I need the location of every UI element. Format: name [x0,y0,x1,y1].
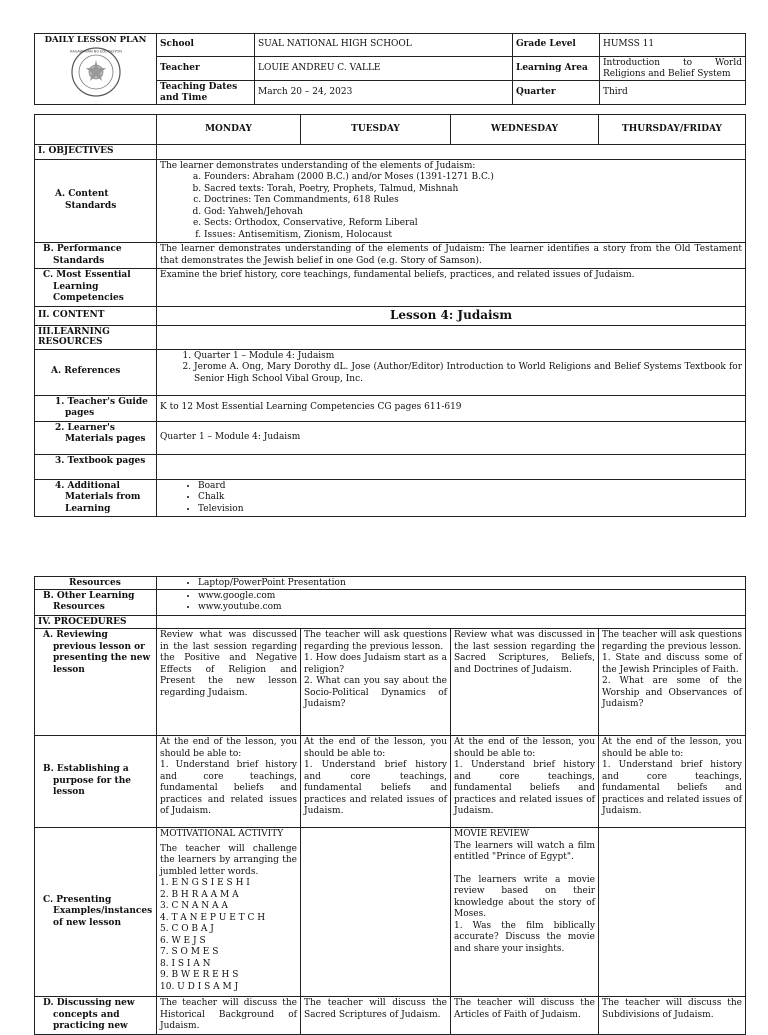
learning-area-label: Learning Area [513,57,600,81]
quarter-value: Third [600,81,746,105]
jumbled-word: 6. W E J S [160,935,206,946]
learning-resources-blank [157,325,746,349]
procedure-a-wednesday: Review what was discussed in the last session regarding the Sacred Scriptures, Beliefs, and Doctrines of Judaism. [451,629,599,736]
movie-review-text: The learners will watch a film entitled "Prince of Egypt". [454,840,595,862]
jumbled-word: 1. E N G S I E S H I [160,878,250,888]
performance-standards-text: The learner demonstrates understanding of the elements of Judaism: The learner identifies a story from the Old Testament that demonstrates the Jewish belief in one God (e.g. Story of Samson). [157,243,746,269]
other-resources-label: B. Other Learning Resources [35,590,157,616]
jumbled-word: 7. S O M E S [160,947,219,957]
textbook-label: 3. Textbook pages [35,454,157,479]
competencies-text: Examine the brief history, core teachings, fundamental beliefs, practices, and related issues of Judaism. [157,269,746,307]
textbook-value [157,454,746,479]
link-google[interactable]: • www.google.com [198,591,742,602]
day-header-monday: MONDAY [157,115,301,145]
procedure-d-thursday: The teacher will discuss the Subdivisions of Judaism. [599,997,746,1035]
references-list [160,351,742,386]
movie-review-task: The learners write a movie review based on their knowledge about the story of Moses. 1. Was the film biblically accurate? Discuss the movie and share your insights. [454,874,595,954]
list-item: f. Issues: Antisemitism, Zionism, Holocaust [204,230,742,242]
procedure-a-tuesday: The teacher will ask questions regarding the previous lesson. 1. How does Judaism start as a religion? 2. What can you say about the Socio-Political Dynamics of Judaism? [301,629,451,736]
lesson-title: Lesson 4: Judaism [157,306,746,325]
procedure-c-thursday [599,828,746,997]
lesson-plan-table [34,114,746,517]
learners-materials-value: Quarter 1 – Module 4: Judaism [157,421,746,454]
procedure-b-wednesday: At the end of the lesson, you should be able to: 1. Understand brief history and core teachings, fundamental beliefs and practices and related issues of Judaism. [451,736,599,828]
list-item: c. Doctrines: Ten Commandments, 618 Rules [204,195,742,207]
additional-materials-label: 4. Additional Materials from Learning [35,479,157,517]
procedure-d-label: D. Discussing new concepts and practicing new [35,997,157,1035]
competencies-label: C. Most Essential Learning Competencies [35,269,157,307]
jumbled-word: 8. I S I A N [160,958,211,969]
jumbled-word: 4. T A N E P U E T C H [160,912,266,923]
list-item: 1. Quarter 1 – Module 4: Judaism [194,351,742,363]
motivational-activity-title: MOTIVATIONAL ACTIVITY [160,829,284,839]
teacher-value: LOUIE ANDREU C. VALLE [255,57,513,81]
procedure-d-tuesday: The teacher will discuss the Sacred Scriptures of Judaism. [301,997,451,1035]
teachers-guide-label: 1. Teacher's Guide pages [35,395,157,421]
performance-standards-label: B. Performance Standards [35,243,157,269]
list-item: • Board [198,481,742,493]
references-label: A. References [35,349,157,395]
content-standards-cell [157,159,746,243]
deped-seal-icon [59,46,133,98]
procedures-heading-blank [157,616,746,629]
day-header-thursday-friday: THURSDAY/FRIDAY [599,115,746,145]
list-item: • Chalk [198,492,742,504]
procedure-b-monday: At the end of the lesson, you should be able to: 1. Understand brief history and core teachings, fundamental beliefs and practices and related issues of Judaism. [157,736,301,828]
grade-label: Grade Level [513,34,600,57]
day-header-empty [35,115,157,145]
content-heading: II. CONTENT [35,306,157,325]
procedures-heading: IV. PROCEDURES [35,616,157,629]
procedure-b-thursday: At the end of the lesson, you should be able to: 1. Understand brief history and core teachings, fundamental beliefs and practices and related issues of Judaism. [599,736,746,828]
references-cell [157,349,746,395]
learners-materials-label: 2. Learner's Materials pages [35,421,157,454]
jumbled-word: 5. C O B A J [160,924,214,934]
procedure-a-label: A. Reviewing previous lesson or presenting the new lesson [35,629,157,736]
list-item: e. Sects: Orthodox, Conservative, Reform Liberal [204,218,742,230]
objectives-heading-blank [157,145,746,160]
list-item: d. God: Yahweh/Jehovah [204,207,742,219]
header-table [34,33,746,105]
content-standards-list [160,172,742,241]
day-header-tuesday: TUESDAY [301,115,451,145]
list-item: • Laptop/PowerPoint Presentation [198,578,742,588]
day-header-wednesday: WEDNESDAY [451,115,599,145]
procedure-b-label: B. Establishing a purpose for the lesson [35,736,157,828]
procedure-c-monday [157,828,301,997]
procedures-table [34,576,746,1035]
other-resources-cell [157,590,746,616]
dates-value: March 20 – 24, 2023 [255,81,513,105]
plan-title-cell [35,34,157,105]
school-value: SUAL NATIONAL HIGH SCHOOL [255,34,513,57]
additional-materials-label-cont: Resources [35,577,157,590]
plan-title: DAILY LESSON PLAN [44,35,147,45]
additional-materials-list [160,481,742,516]
procedure-d-monday: The teacher will discuss the Historical Background of Judaism. [157,997,301,1035]
procedure-a-monday: Review what was discussed in the last session regarding the Positive and Negative Effects of Religion and Present the new lesson regarding Judaism. [157,629,301,736]
jumbled-word: 9. B W E R E H S [160,970,239,980]
procedure-b-tuesday: At the end of the lesson, you should be able to: 1. Understand brief history and core teachings, fundamental beliefs and practices and related issues of Judaism. [301,736,451,828]
school-label: School [157,34,255,57]
quarter-label: Quarter [513,81,600,105]
motivational-activity-text: The teacher will challenge the learners by arranging the jumbled letter words. [160,843,297,877]
learning-area-value: Introduction to World Religions and Belief System [600,57,746,81]
dates-label: Teaching Dates and Time [157,81,255,105]
procedure-c-tuesday [301,828,451,997]
grade-value: HUMSS 11 [600,34,746,57]
link-youtube[interactable]: • www.youtube.com [198,602,742,613]
movie-review-title: MOVIE REVIEW [454,829,530,839]
list-item: b. Sacred texts: Torah, Poetry, Prophets, Talmud, Mishnah [204,184,742,196]
teachers-guide-value: K to 12 Most Essential Learning Competencies CG pages 611-619 [157,395,746,421]
additional-materials-cont-cell [157,577,746,590]
additional-materials-cont-list [160,578,742,588]
content-standards-intro: The learner demonstrates understanding of the elements of Judaism: [160,160,476,171]
jumbled-word: 10. U D I S A M J [160,981,239,992]
procedure-d-wednesday: The teacher will discuss the Articles of Faith of Judaism. [451,997,599,1035]
list-item: 2. Jerome A. Ong, Mary Dorothy dL. Jose (Author/Editor) Introduction to World Religions and Belief Systems Textbook for Senior High School Vibal Group, Inc. [194,362,742,385]
jumbled-word: 3. C N A N A A [160,901,228,911]
procedure-c-label: C. Presenting Examples/instances of new lesson [35,828,157,997]
teacher-label: Teacher [157,57,255,81]
svg-text:KAGAWARAN NG EDUKASYON: KAGAWARAN NG EDUKASYON [69,49,122,54]
learning-resources-heading: III.LEARNING RESOURCES [35,325,157,349]
procedure-c-wednesday [451,828,599,997]
content-standards-label: A. Content Standards [35,159,157,243]
jumbled-word: 2. B H R A A M A [160,889,239,900]
list-item: • Television [198,504,742,516]
procedure-a-thursday: The teacher will ask questions regarding the previous lesson. 1. State and discuss some of the Jewish Principles of Faith. 2. What are some of the Worship and Observances of Judaism? [599,629,746,736]
other-resources-list [160,591,742,613]
list-item: a. Founders: Abraham (2000 B.C.) and/or Moses (1391-1271 B.C.) [204,172,742,184]
additional-materials-cell [157,479,746,517]
objectives-heading: I. OBJECTIVES [35,145,157,160]
